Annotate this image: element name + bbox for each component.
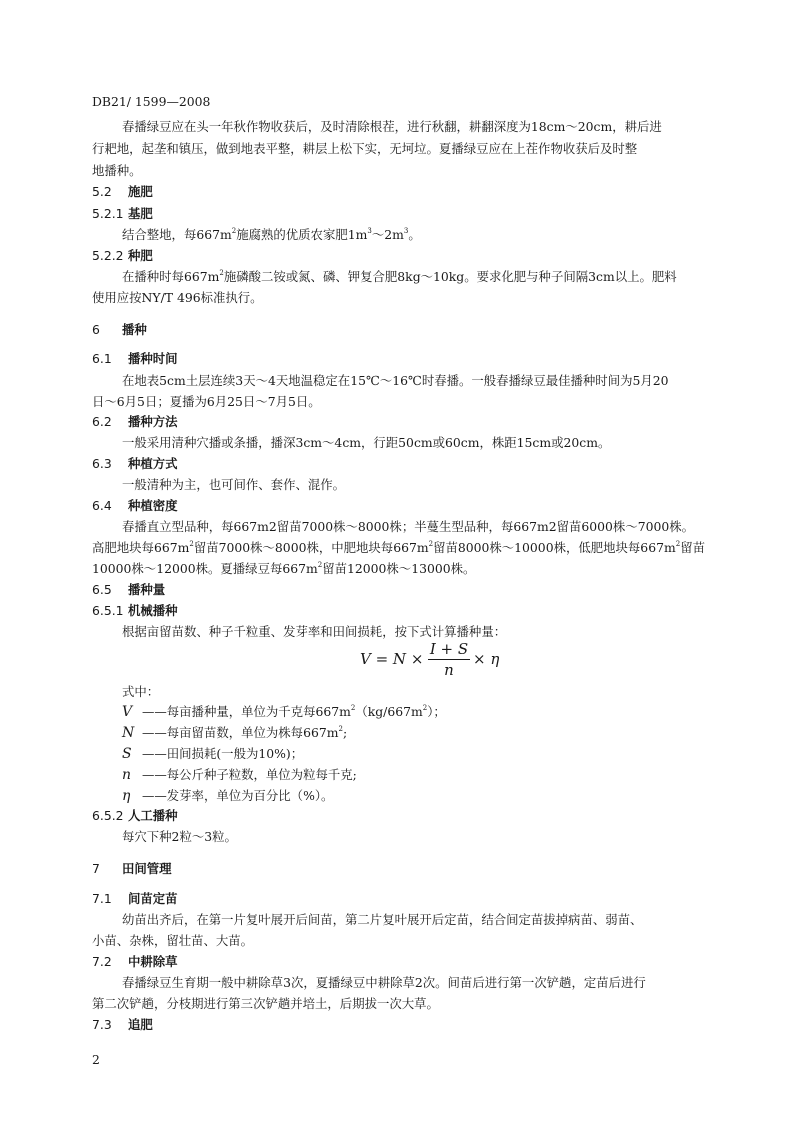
section-heading-7-1: 7.1 间苗定苗 <box>92 891 178 906</box>
paragraph-line: 春播绿豆应在头一年秋作物收获后，及时清除根茬，进行秋翻，耕翻深度为18cm～20cm，耕后进 <box>122 119 662 134</box>
paragraph-line: 春播绿豆生育期一般中耕除草3次，夏播绿豆中耕除草2次。间苗后进行第一次铲趟，定苗后进行 <box>122 975 646 990</box>
section-heading-6-1: 6.1 播种时间 <box>92 351 178 366</box>
paragraph-line: 每穴下种2粒～3粒。 <box>122 829 237 844</box>
page-number: 2 <box>92 1052 100 1067</box>
section-heading-6-5-1: 6.5.1 机械播种 <box>92 603 178 618</box>
paragraph-line: 小苗、杂株，留壮苗、大苗。 <box>92 933 254 948</box>
paragraph-line: 根据亩留苗数、种子千粒重、发芽率和田间损耗，按下式计算播种量： <box>122 624 507 639</box>
chapter-heading-7: 7 田间管理 <box>92 861 172 876</box>
formula-fraction <box>428 640 470 679</box>
paragraph-line: 在播种时每$667m^2$施磷酸二铵或氮、磷、钾复合肥8kg～10kg。要求化肥与种子间隔3cm以上。肥料 <box>122 269 677 284</box>
section-heading-7-2: 7.2 中耕除草 <box>92 954 178 969</box>
formula-definition: V ——每亩播种量，单位为千克每$667m^2(kg/667m^2)$； <box>122 704 446 720</box>
section-heading-7-3: 7.3 追肥 <box>92 1017 153 1032</box>
paragraph-line: 地播种。 <box>92 163 142 178</box>
fraction-bar <box>428 659 470 660</box>
paragraph-line: 春播直立型品种，每667m2留苗7000株～8000株；半蔓生型品种，每667m2留苗6000株～7000株。 <box>122 519 695 534</box>
paragraph-line: 幼苗出齐后，在第一片复叶展开后间苗，第二片复叶展开后定苗，结合间定苗拔掉病苗、弱苗、 <box>122 912 643 927</box>
paragraph-line: 结合整地，每$667m^2$施腐熟的优质农家肥$1m^3\sim 2m^3$。 <box>122 227 421 242</box>
formula-definition: n ——每公斤种子粒数，单位为粒每千克; <box>122 767 357 783</box>
formula-rhs: × η <box>473 650 500 668</box>
section-heading-5-2-1: 5.2.1 基肥 <box>92 206 153 221</box>
formula-definition: N ——每亩留苗数，单位为株每$667m^2$; <box>122 725 348 741</box>
paragraph-line: 第二次铲趟，分枝期进行第三次铲趟并培土，后期拔一次大草。 <box>92 996 439 1011</box>
formula-numerator: I + S <box>429 640 469 658</box>
formula-definition: η ——发芽率，单位为百分比（%）。 <box>122 788 334 804</box>
formula-lhs: V = N × <box>360 650 424 668</box>
seeding-rate-formula <box>360 640 500 680</box>
document-code: DB21/ 1599—2008 <box>92 94 211 109</box>
paragraph-line: 使用应按NY/T 496标准执行。 <box>92 290 263 305</box>
section-heading-5-2: 5.2 施肥 <box>92 184 153 199</box>
paragraph-line: 一般清种为主，也可间作、套作、混作。 <box>122 477 346 492</box>
paragraph-line: 行耙地，起垄和镇压，做到地表平整，耕层上松下实，无坷垃。夏播绿豆应在上茬作物收获后及时整 <box>92 141 638 156</box>
section-heading-6-5-2: 6.5.2 人工播种 <box>92 808 178 823</box>
paragraph-line: 一般采用清种穴播或条播，播深3cm～4cm，行距50cm或60cm，株距15cm或20cm。 <box>122 435 611 450</box>
chapter-heading-6: 6 播种 <box>92 322 147 337</box>
section-heading-6-2: 6.2 播种方法 <box>92 414 178 429</box>
section-heading-6-5: 6.5 播种量 <box>92 582 166 597</box>
section-heading-6-3: 6.3 种植方式 <box>92 456 178 471</box>
formula-denominator: n <box>444 661 454 679</box>
paragraph-line: 高肥地块每$667m^2$留苗7000株～8000株，中肥地块每$667m^2$留苗8000株～10000株，低肥地块每$667m^2$留苗 <box>92 540 705 555</box>
where-label: 式中： <box>122 684 160 699</box>
section-heading-5-2-2: 5.2.2 种肥 <box>92 248 153 263</box>
paragraph-line: 日～6月5日；夏播为6月25日～7月5日。 <box>92 394 321 409</box>
formula-definition: S ——田间损耗(一般为10%)； <box>122 746 304 762</box>
paragraph-line: 10000株～12000株。夏播绿豆每$667m^2$留苗12000株～13000株。 <box>92 561 476 576</box>
paragraph-line: 在地表5cm土层连续3天～4天地温稳定在15℃～16℃时春播。一般春播绿豆最佳播种时间为5月20 <box>122 373 669 388</box>
section-heading-6-4: 6.4 种植密度 <box>92 498 178 513</box>
